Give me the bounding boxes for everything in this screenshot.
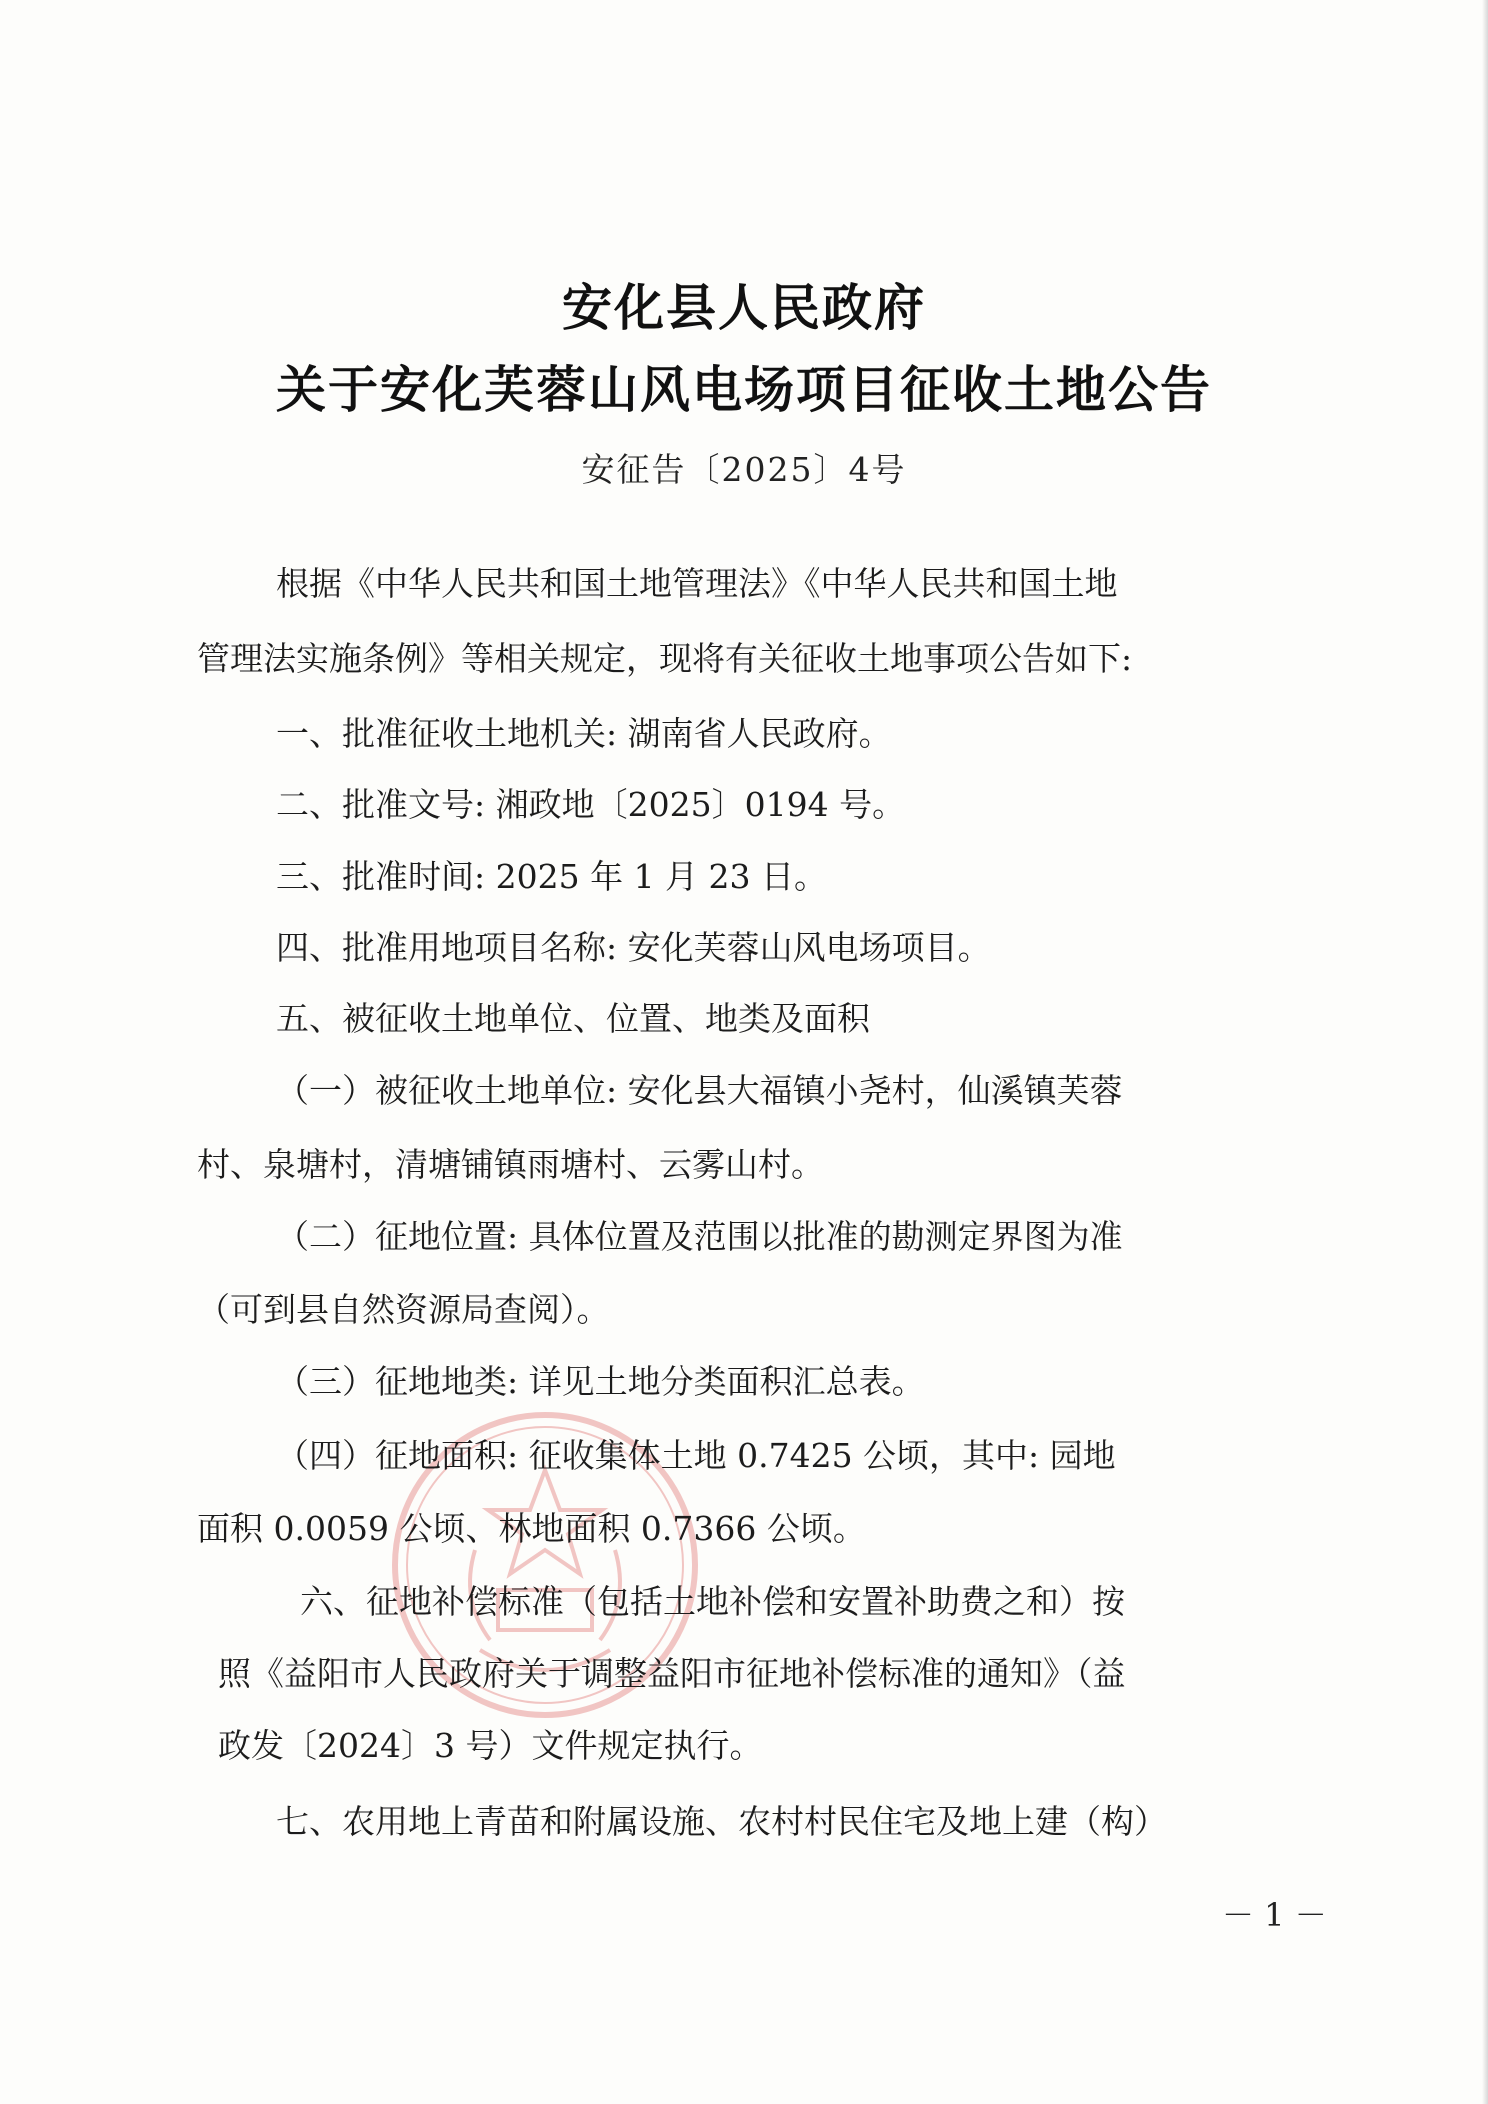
body-line-10: （二）征地位置: 具体位置及范围以批准的勘测定界图为准 [276,1217,1123,1256]
body-line-14: 面积 0.0059 公顷、林地面积 0.7366 公顷。 [197,1509,866,1548]
body-line-2: 管理法实施条例》等相关规定，现将有关征收土地事项公告如下: [197,639,1133,678]
body-line-12: （三）征地地类: 详见土地分类面积汇总表。 [276,1362,925,1401]
body-line-16: 照《益阳市人民政府关于调整益阳市征地补偿标准的通知》（益 [218,1654,1126,1693]
body-line-5: 三、批准时间: 2025 年 1 月 23 日。 [276,857,828,896]
body-line-11: （可到县自然资源局查阅）。 [197,1290,610,1329]
title-subject: 关于安化芙蓉山风电场项目征收土地公告 [276,360,1212,419]
body-line-9: 村、泉塘村，清塘铺镇雨塘村、云雾山村。 [197,1145,824,1184]
body-line-13: （四）征地面积: 征收集体土地 0.7425 公顷，其中: 园地 [276,1436,1116,1475]
title-issuer: 安化县人民政府 [562,278,926,337]
body-line-6: 四、批准用地项目名称: 安化芙蓉山风电场项目。 [276,928,991,967]
body-line-3: 一、批准征收土地机关: 湖南省人民政府。 [276,714,892,753]
body-line-1: 根据《中华人民共和国土地管理法》《中华人民共和国土地 [276,564,1118,603]
body-line-18: 七、农用地上青苗和附属设施、农村村民住宅及地上建（构） [276,1802,1167,1841]
document-number: 安征告〔2025〕4号 [581,450,907,489]
body-line-17: 政发〔2024〕3 号）文件规定执行。 [218,1726,763,1765]
page-number: － 1 － [1222,1896,1327,1934]
body-line-15: 六、征地补偿标准（包括土地补偿和安置补助费之和）按 [300,1582,1125,1621]
body-line-7: 五、被征收土地单位、位置、地类及面积 [276,999,870,1038]
body-line-8: （一）被征收土地单位: 安化县大福镇小尧村，仙溪镇芙蓉 [276,1071,1123,1110]
body-line-4: 二、批准文号: 湘政地〔2025〕0194 号。 [276,785,906,824]
